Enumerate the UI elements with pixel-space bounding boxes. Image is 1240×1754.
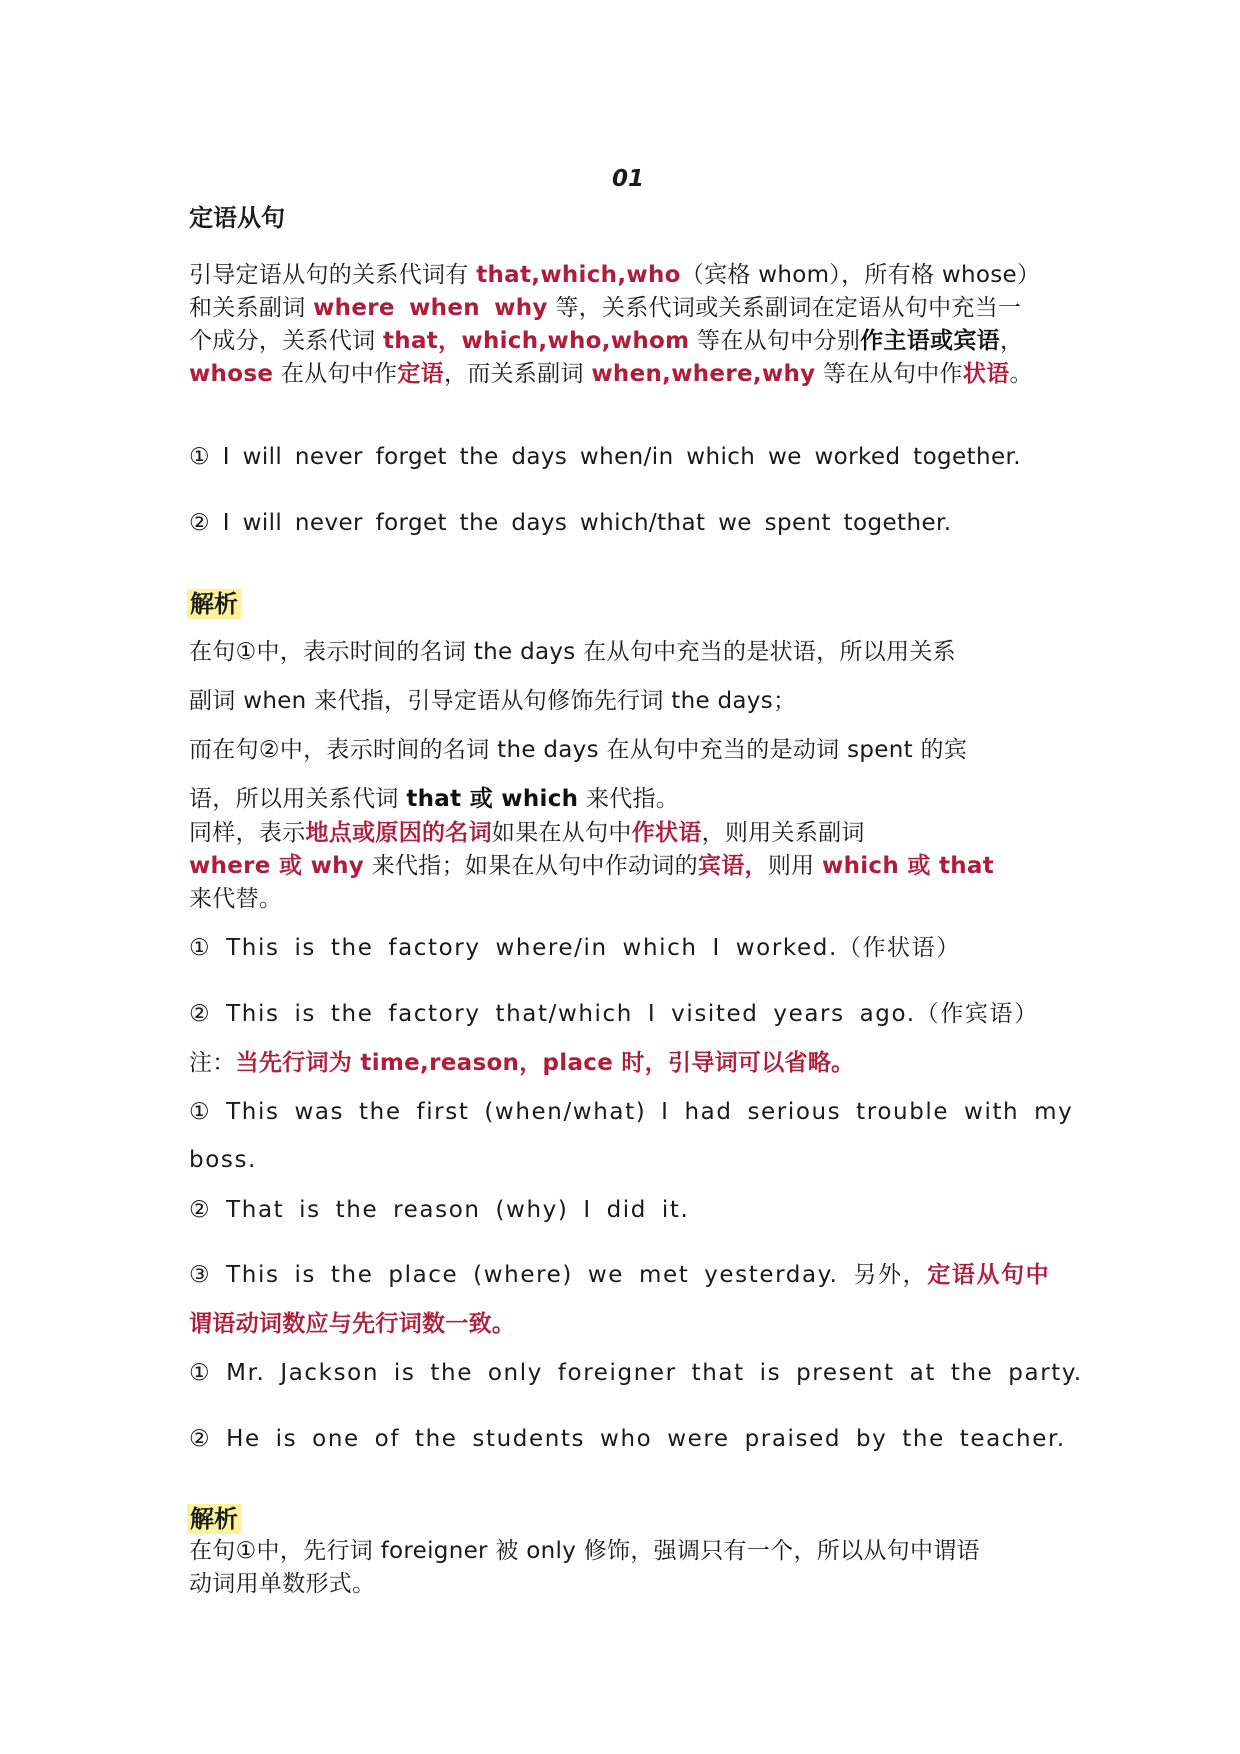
analysis-label-2: 解析 bbox=[187, 1504, 241, 1534]
intro-line-3: 个成分，关系代词 that，which,who,whom 等在从句中分别作主语或宾语， bbox=[189, 328, 1024, 354]
intro-line-4: whose 在从句中作定语，而关系副词 when,where,why 等在从句中作状语。 bbox=[189, 361, 1033, 387]
example-2-2: ② This is the factory that/which I visited years ago.（作宾语） bbox=[189, 1001, 1039, 1027]
section-title: 定语从句 bbox=[189, 204, 285, 232]
analysis-1-line-5: 同样，表示地点或原因的名词如果在从句中作状语，则用关系副词 bbox=[189, 820, 865, 846]
analysis-1-line-2: 副词 when 来代指，引导定语从句修饰先行词 the days； bbox=[189, 688, 797, 714]
note-line: 注：当先行词为 time,reason，place 时，引导词可以省略。 bbox=[189, 1050, 855, 1076]
analysis-1-line-1: 在句①中，表示时间的名词 the days 在从句中充当的是状语，所以用关系 bbox=[189, 639, 956, 665]
section-number: 01 bbox=[612, 166, 645, 192]
intro-line-1: 引导定语从句的关系代词有 that,which,who（宾格 whom），所有格 whose） bbox=[189, 262, 1041, 288]
example-3-2: ② That is the reason (why) I did it. bbox=[189, 1197, 690, 1223]
analysis-1-line-4: 语，所以用关系代词 that 或 which 来代指。 bbox=[189, 786, 680, 812]
example-3-3: ③ This is the place (where) we met yesterday. 另外，定语从句中 bbox=[189, 1262, 1051, 1288]
rule-line: 谓语动词数应与先行词数一致。 bbox=[189, 1311, 516, 1337]
analysis-1-line-7: 来代替。 bbox=[189, 886, 283, 912]
example-2-1: ① This is the factory where/in which I worked.（作状语） bbox=[189, 935, 961, 961]
example-3-1-cont: boss. bbox=[189, 1147, 257, 1173]
analysis-2-line-1: 在句①中，先行词 foreigner 被 only 修饰，强调只有一个，所以从句中谓语 bbox=[189, 1538, 980, 1564]
analysis-1-line-6: where 或 why 来代指；如果在从句中作动词的宾语，则用 which 或 that bbox=[189, 853, 995, 879]
example-4-2: ② He is one of the students who were praised by the teacher. bbox=[189, 1426, 1066, 1452]
example-1-1: ① I will never forget the days when/in which we worked together. bbox=[189, 444, 1021, 470]
analysis-1-line-3: 而在句②中，表示时间的名词 the days 在从句中充当的是动词 spent 的宾 bbox=[189, 737, 968, 763]
intro-line-2: 和关系副词 where when why 等，关系代词或关系副词在定语从句中充当一 bbox=[189, 295, 1022, 321]
analysis-2-line-2: 动词用单数形式。 bbox=[189, 1571, 376, 1597]
example-3-1: ① This was the first (when/what) I had serious trouble with my bbox=[189, 1099, 1074, 1125]
analysis-label: 解析 bbox=[187, 589, 241, 619]
example-1-2: ② I will never forget the days which/that we spent together. bbox=[189, 510, 952, 536]
example-4-1: ① Mr. Jackson is the only foreigner that is present at the party. bbox=[189, 1360, 1083, 1386]
